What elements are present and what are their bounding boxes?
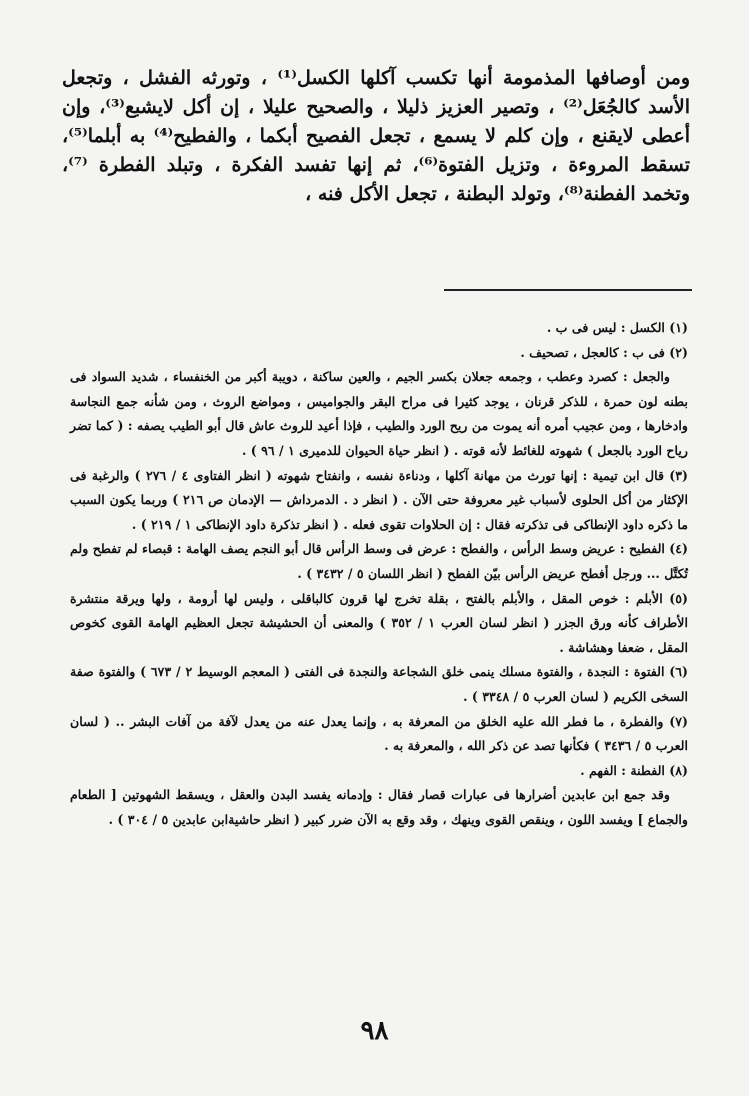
footnote-divider (444, 289, 692, 291)
footnote-8-continuation: وقد جمع ابن عابدين أضرارها فى عبارات قصار فقال : وإدمانه يفسد البدن والعقل ، ويسقط الشهوتين [ الطعام والجماع ] ويفسد اللون ، وينقص القوى وينهك ، وقد وقع به الآن ضرر كبير ( انظر حاشيةابن عابدين ٥ / ٣٠٤ ) . (70, 787, 688, 827)
footnote-5: (٥) الأبلم : خوص المقل ، والأبلم بالفتح ، بقلة تخرج لها قرون كالباقلى ، وليس لها أرومة ، ولها ويرقة منتشرة الأطراف كأنه ورق الجزر ( انظر لسان العرب ١ / ٣٥٢ ) والمعنى أن الحشيشة تجعل العظيم الهامة القوى كخوص المقل ، ضعفا وهشاشة . (70, 590, 688, 655)
footnote-2: (٢) فى ب : كالعجل ، تصحيف . (520, 344, 688, 360)
footnote-7: (٧) والفطرة ، ما فطر الله عليه الخلق من المعرفة به ، وإنما يعدل عنه من يعدل لآفة من آفات البشر .. ( لسان العرب ٥ / ٣٤٣٦ ) فكأنها تصد عن ذكر الله ، والمعرفة به . (70, 713, 688, 754)
footnote-1: (١) الكسل : ليس فى ب . (546, 320, 688, 335)
main-paragraph: ومن أوصافها المذمومة أنها تكسب آكلها الكسل⁽¹⁾ ، وتورثه الفشل ، وتجعل الأسد كالجُعَل⁽²⁾ ، وتصير العزيز ذليلا ، والصحيح عليلا ، إن أكل لايشبع⁽³⁾، وإن أعطى لايقنع ، وإن كلم لا يسمع ، تجعل الفصيح أبكما ، والفطيح⁽⁴⁾ به أبلما⁽⁵⁾، تسقط المروءة ، وتزيل الفتوة⁽⁶⁾، ثم إنها تفسد الفكرة ، وتبلد الفطرة ⁽⁷⁾، وتخمد الفطنة⁽⁸⁾، وتولد البطنة ، تجعل الأكل فنه ، (62, 67, 690, 205)
page-number: ٩٨ (360, 1016, 389, 1046)
main-text-block (62, 64, 690, 209)
footnote-3: (٣) قال ابن تيمية : إنها تورث من مهانة آكلها ، ودناءة نفسه ، وانفتاح شهوته ( انظر الفتاوى ٤ / ٢٧٦ ) والرغبة فى الإكثار من أكل الحلوى لأسباب غير معروفة حتى الآن . ( انظر د . الدمرداش — الإدمان ص ٢١٦ ) وربما يكون السبب ما ذكره داود الإنطاكى فى تذكرته فقال : إن الحلاوات تقوى فعله . ( انظر تذكرة داود الإنطاكى ١ / ٢١٩ ) . (70, 467, 688, 532)
footnote-4: (٤) الفطيح : عريض وسط الرأس ، والفطح : عرض فى وسط الرأس قال أبو النجم يصف الهامة : قبصاء لم تفطح ولم تُكتَّل ... ورجل أفطح عريض الرأس بيّن الفطح ( انظر اللسان ٥ / ٣٤٣٢ ) . (70, 541, 688, 581)
footnote-6: (٦) الفتوة : النجدة ، والفتوة مسلك ينمى خلق الشجاعة والنجدة فى الفتى ( المعجم الوسيط ٢ / ٦٧٣ ) والفتوة صفة السخى الكريم ( لسان العرب ٥ / ٣٣٤٨ ) . (70, 664, 688, 704)
footnote-8: (٨) الفطنة : الفهم . (580, 762, 688, 778)
footnotes-block (70, 316, 688, 832)
footnote-2-continuation: والجعل : كصرد وعطب ، وجمعه جعلان بكسر الجيم ، والعين ساكنة ، دويبة أكبر من الخنفساء ، شديد السواد فى بطنه لون حمرة ، للذكر قرنان ، يوجد كثيرا فى مراح البقر والجواميس ، ومواضع الروث ، ومن شأنه جمع النجاسة وادخارها ، ومن عجيب أمره أنه يموت من ريح الورد والطيب ، فإذا أعيد للروث عاش قال أبو الطيب يصفه : ( كما تضر رياح الورد بالجعل ) شهوته للغائط لأنه قوته . ( انظر حياة الحيوان للدميرى ١ / ٩٦ ) . (70, 369, 688, 458)
